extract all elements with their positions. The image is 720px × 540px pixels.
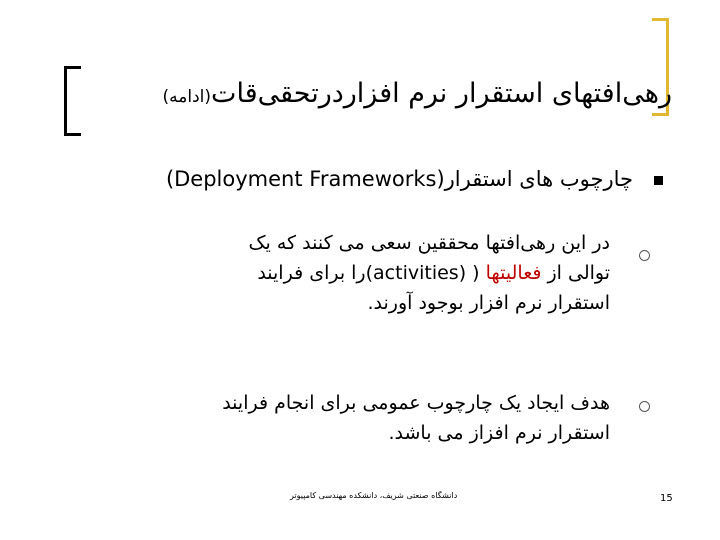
sub-bullet-line: استقرار نرم افزار بوجود آورند. <box>367 292 610 314</box>
circle-bullet-icon <box>639 401 650 412</box>
line-text: ( (activities)را برای فرایند <box>257 262 486 284</box>
title-main: رهی‌افتهای استقرار نرم افزاردرتحقی‌قات <box>211 78 672 109</box>
sub-bullet-line <box>249 258 610 288</box>
sub-bullet-goal <box>222 388 610 448</box>
sub-bullet-line: هدف ایجاد یک چارچوب عمومی برای انجام فرایند <box>222 392 610 414</box>
page-number: 15 <box>660 493 673 504</box>
slide-title <box>40 78 672 118</box>
square-bullet-icon <box>654 176 663 185</box>
highlight-term: فعالیتها <box>485 262 542 284</box>
circle-bullet-icon <box>639 250 650 261</box>
slide-footer: دانشگاه صنعتی شریف، دانشکده مهندسی کامپیوتر <box>290 491 458 500</box>
sub-bullet-line: در این رهی‌افتها محققین سعی می کنند که یک <box>248 232 610 254</box>
bullet-deployment-frameworks: چارچوب های استقرار(Deployment Frameworks) <box>165 167 633 191</box>
title-continued: (ادامه) <box>162 87 212 107</box>
sub-bullet-activities <box>249 228 610 318</box>
sub-bullet-line: استقرار نرم افزاز می باشد. <box>388 422 610 444</box>
line-text: توالی از <box>541 262 610 284</box>
